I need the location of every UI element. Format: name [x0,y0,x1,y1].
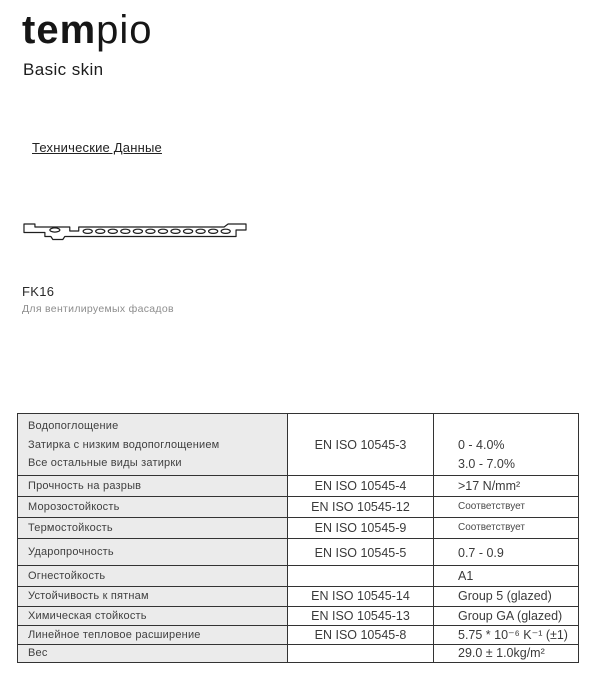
brand-logo-light-part: pio [96,8,153,52]
property-cell: Химическая стойкость [18,606,288,625]
property-line: Все остальные виды затирки [28,457,182,469]
property-cell [18,414,288,476]
standard-cell: EN ISO 10545-14 [288,586,434,606]
property-cell: Устойчивость к пятнам [18,586,288,606]
table-row [18,496,579,517]
brand-logo-bold-part: tem [22,8,97,52]
panel-profile-drawing [21,220,248,242]
standard-cell: EN ISO 10545-3 [288,414,434,476]
value-cell: A1 [434,565,579,586]
property-cell: Прочность на разрыв [18,475,288,496]
product-code: FK16 [22,284,55,299]
property-cell: Ударопрочность [18,538,288,565]
standard-cell [288,565,434,586]
standard-cell: EN ISO 10545-12 [288,496,434,517]
value-cell: Group GA (glazed) [434,606,579,625]
table-row [18,586,579,606]
property-cell: Огнестойкость [18,565,288,586]
value-cell: Соответствует [434,517,579,538]
table-row [18,538,579,565]
table-row [18,644,579,662]
table-row [18,475,579,496]
property-line: Водопоглощение [28,420,119,432]
property-cell: Вес [18,644,288,662]
table-row [18,625,579,644]
value-cell: Group 5 (glazed) [434,586,579,606]
standard-cell: EN ISO 10545-13 [288,606,434,625]
value-line: 0 - 4.0% [458,438,505,452]
product-description: Для вентилируемых фасадов [22,303,174,315]
technical-data-table [17,413,579,663]
value-line-spacer [458,418,576,437]
standard-cell: EN ISO 10545-9 [288,517,434,538]
standard-cell: EN ISO 10545-5 [288,538,434,565]
value-line: 3.0 - 7.0% [458,456,515,471]
value-cell: Соответствует [434,496,579,517]
standard-cell: EN ISO 10545-8 [288,625,434,644]
standard-cell [288,644,434,662]
property-line: Затирка с низким водопоглощением [28,438,220,451]
value-cell: >17 N/mm² [434,475,579,496]
section-heading: Технические Данные [32,140,162,155]
product-line-subtitle: Basic skin [23,60,104,79]
table-row [18,565,579,586]
standard-cell: EN ISO 10545-4 [288,475,434,496]
value-cell [434,414,579,476]
value-cell: 5.75 * 10⁻⁶ K⁻¹ (±1) [434,625,579,644]
value-cell: 0.7 - 0.9 [434,538,579,565]
brand-logo [22,8,153,52]
table-row [18,414,579,476]
property-cell: Термостойкость [18,517,288,538]
value-cell: 29.0 ± 1.0kg/m² [434,644,579,662]
property-cell: Морозостойкость [18,496,288,517]
property-cell: Линейное тепловое расширение [18,625,288,644]
table-row [18,517,579,538]
table-row [18,606,579,625]
